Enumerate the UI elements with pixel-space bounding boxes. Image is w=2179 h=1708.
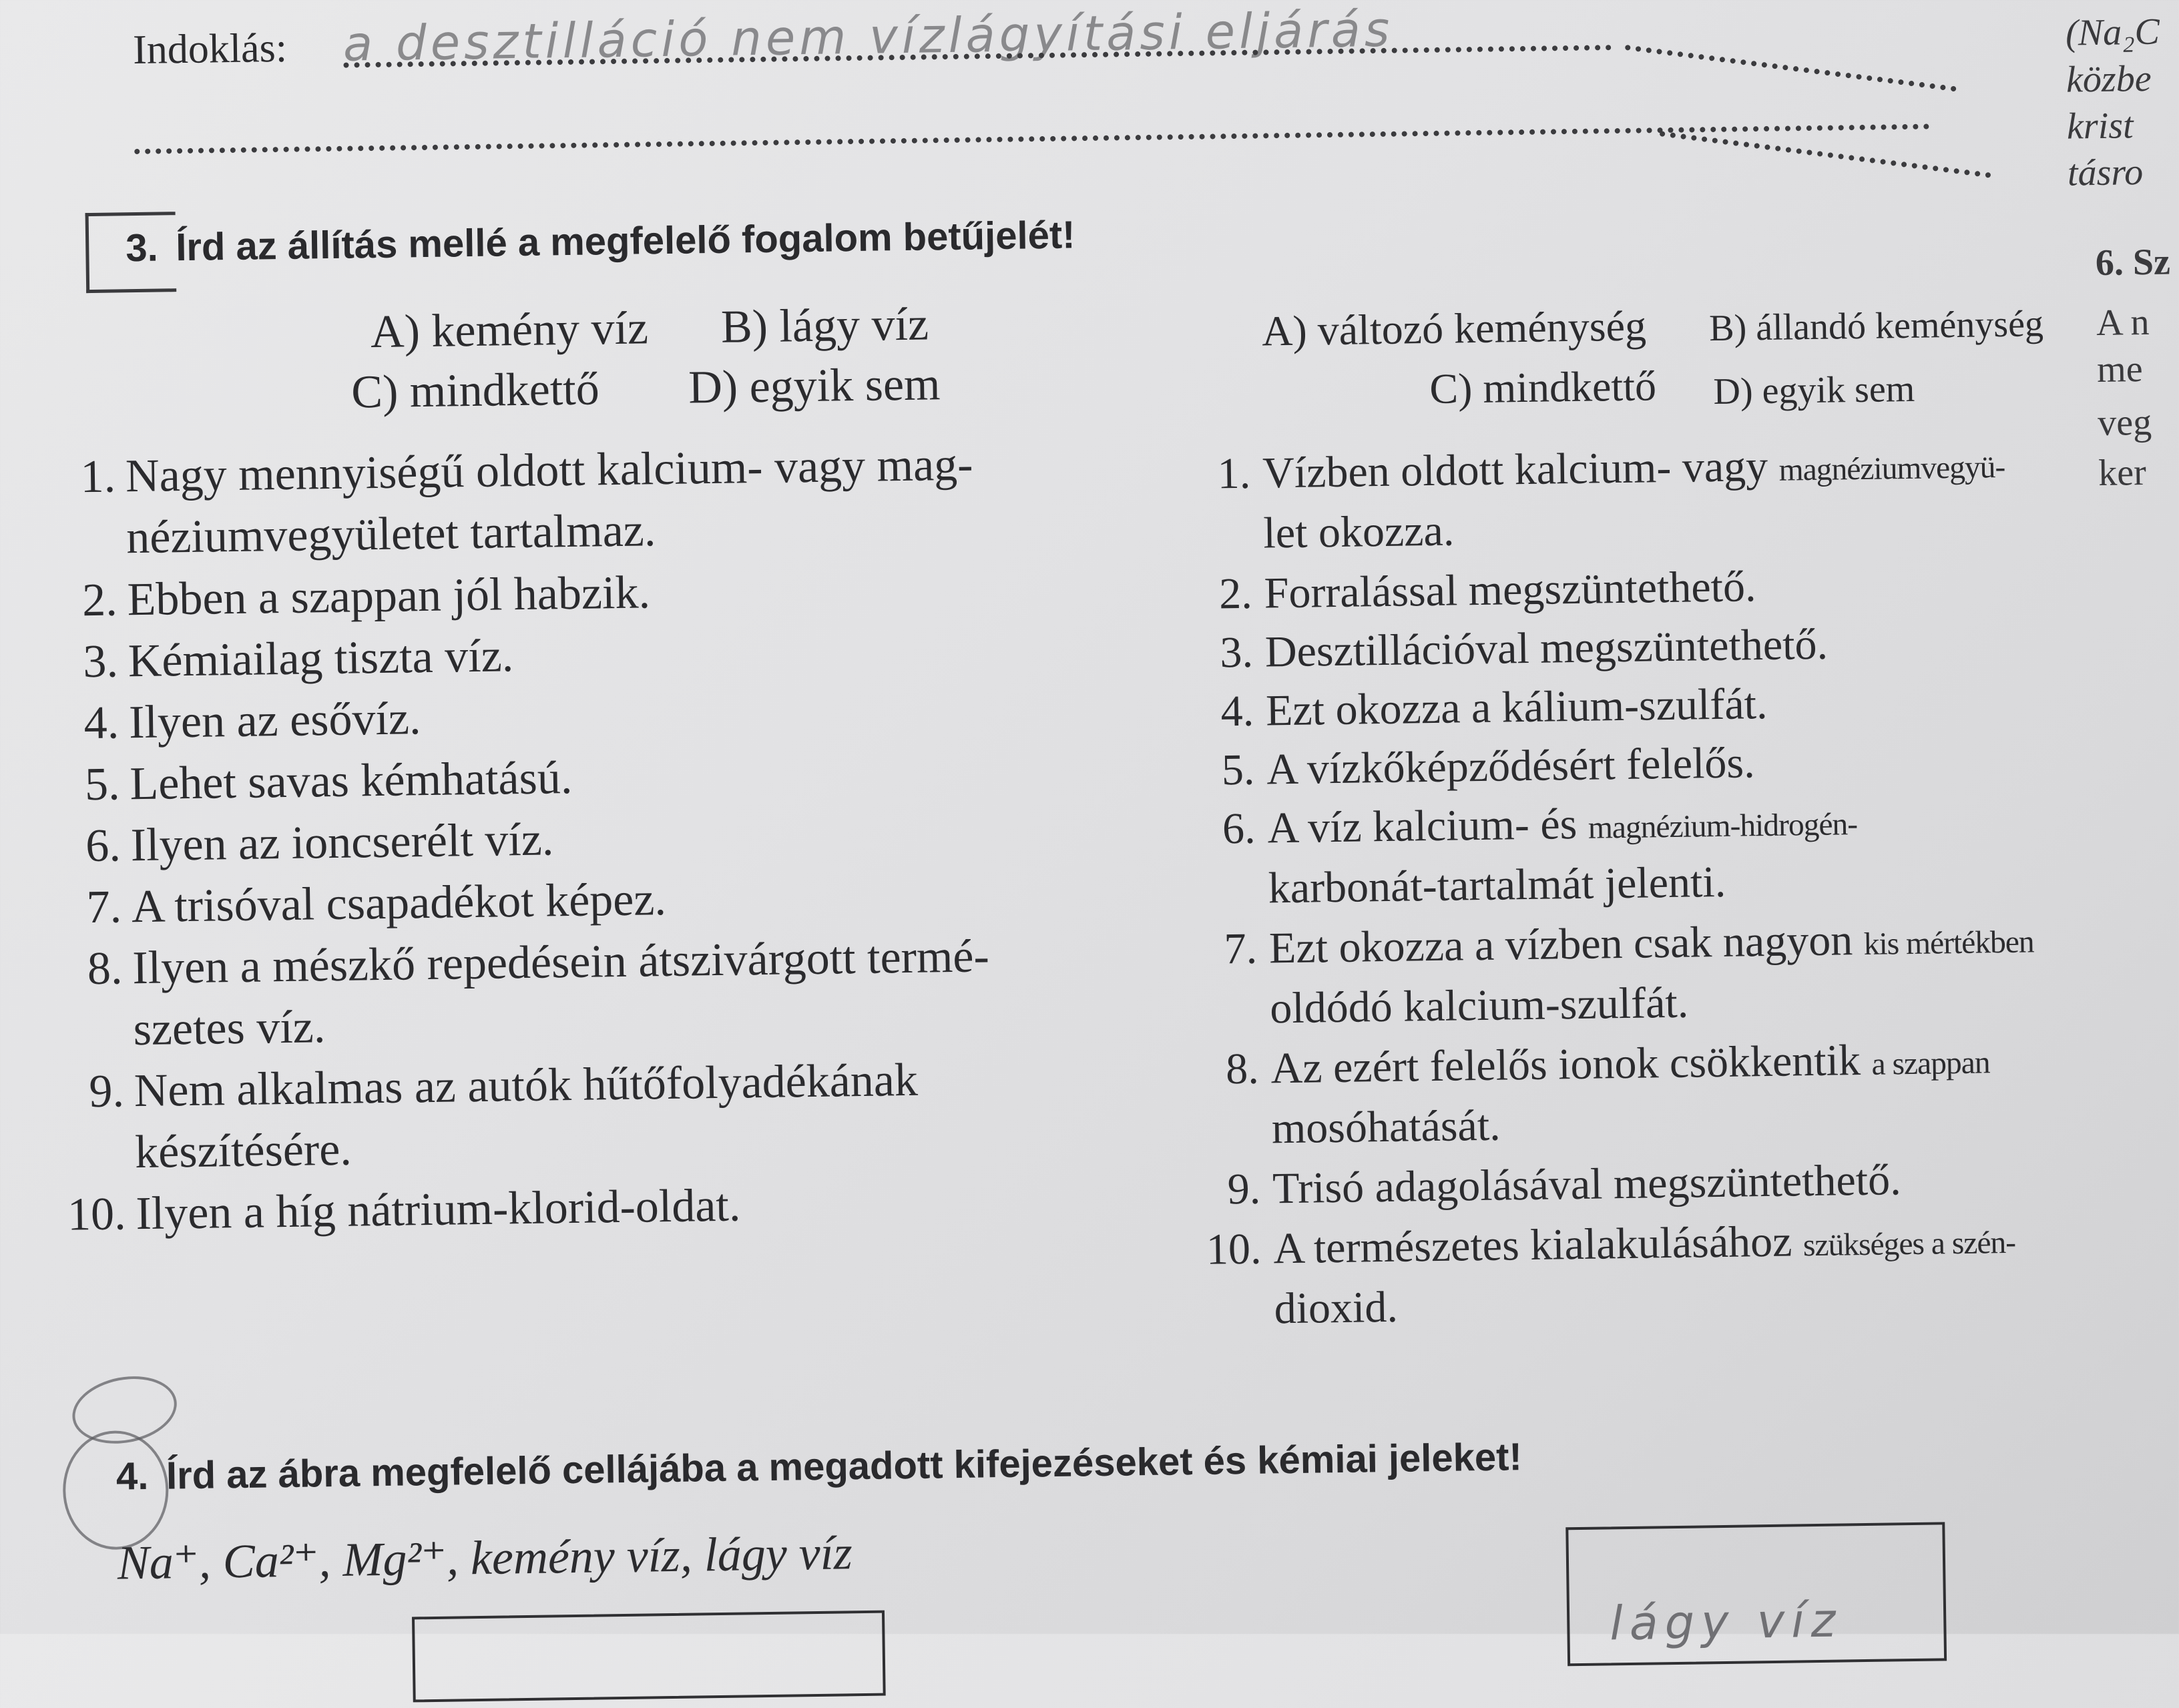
item-text-squeezed: a szappan [1871, 1045, 1990, 1082]
item-text-main: Az ezért felelős ionok csökkentik [1270, 1035, 1872, 1093]
item-text [1273, 1209, 2016, 1284]
item-text-cont: let okozza. [1262, 506, 1455, 558]
item-text: Ilyen a mészkő repedésein átszivárgott termé- [132, 930, 990, 994]
item-number: 9. [88, 1065, 125, 1118]
item-text-squeezed: kis mértékben [1863, 924, 2034, 962]
margin-line: közbe [2066, 57, 2152, 101]
task3-title: Írd az állítás mellé a megfelelő fogalom betűjelét! [175, 213, 1075, 270]
item-text-main: A természetes kialakulásához [1272, 1217, 1804, 1273]
justification-label: Indoklás: [132, 25, 288, 73]
item-number: 5. [84, 758, 121, 811]
item-text: Ebben a szappan jól habzik. [127, 567, 651, 626]
margin-line: krist [2066, 105, 2134, 148]
item-text-cont: mosóhatását. [1271, 1101, 1501, 1153]
task3-number: 3. [125, 226, 159, 270]
item-number: 2. [1218, 569, 1253, 619]
item-number: 10. [67, 1188, 127, 1241]
task4-title: Írd az ábra megfelelő cellájába a megadott kifejezéseket és kémiai jeleket! [166, 1435, 1523, 1498]
item-number: 10. [1206, 1224, 1262, 1274]
item-text-cont: oldódó kalcium-szulfát. [1269, 978, 1689, 1033]
item-text [1262, 433, 2005, 508]
item-number: 9. [1227, 1164, 1261, 1214]
item-text-main: Ezt okozza a vízben csak nagyon [1268, 915, 1865, 973]
item-text: Lehet savas kémhatású. [129, 752, 573, 810]
item-text-squeezed: szükséges a szén- [1802, 1225, 2016, 1263]
left-option-a: A) kemény víz [370, 302, 649, 358]
task4-number: 4. [115, 1454, 149, 1498]
item-text-cont: szetes víz. [133, 1001, 326, 1056]
item-text-cont: készítésére. [134, 1123, 352, 1179]
item-number: 7. [86, 881, 122, 934]
item-text-main: A víz kalcium- és [1267, 799, 1589, 853]
item-text-squeezed: magnéziumvegyü- [1778, 449, 2005, 488]
handwritten-justification: a desztilláció nem vízlágyítási eljárás [342, 1, 1394, 72]
item-text: Nem alkalmas az autók hűtőfolyadékának [134, 1054, 919, 1117]
handwritten-box-answer: lágy víz [1609, 1593, 1843, 1651]
item-number: 5. [1221, 745, 1255, 795]
item-text-main: Vízben oldott kalcium- vagy [1262, 441, 1780, 498]
answer-line-2-tail [1660, 131, 1991, 178]
item-number: 8. [1225, 1044, 1260, 1094]
item-text: Trisó adagolásával megszüntethető. [1272, 1155, 1902, 1213]
left-option-d: D) egyik sem [688, 358, 941, 414]
item-text [1269, 908, 2035, 982]
right-option-d: D) egyik sem [1713, 368, 1915, 413]
task4-terms: Na⁺, Ca²⁺, Mg²⁺, kemény víz, lágy víz [117, 1526, 853, 1590]
item-text: Forralással megszüntethető. [1264, 562, 1756, 618]
left-option-c: C) mindkettő [350, 363, 600, 418]
margin-line: A n [2096, 301, 2150, 344]
item-number: 1. [80, 451, 116, 503]
item-text: Desztillációval megszüntethető. [1264, 619, 1829, 677]
item-number: 6. [1222, 804, 1256, 854]
diagram-cell[interactable] [412, 1611, 886, 1703]
right-option-c: C) mindkettő [1429, 362, 1657, 412]
item-number: 3. [1219, 627, 1254, 677]
item-text: A trisóval csapadékot képez. [131, 874, 667, 933]
left-option-b: B) lágy víz [720, 298, 929, 353]
item-text-cont: dioxid. [1274, 1282, 1399, 1334]
item-number: 2. [81, 574, 118, 627]
item-number: 4. [1220, 686, 1254, 736]
item-text-squeezed: magnézium-hidrogén- [1588, 807, 1858, 846]
item-text: Ilyen az esővíz. [128, 693, 422, 749]
item-text: A vízkőképződésért felelős. [1266, 738, 1756, 794]
item-text: Ezt okozza a kálium-szulfát. [1265, 679, 1768, 736]
diagram-cell-filled[interactable] [1565, 1522, 1947, 1666]
answer-line-1-tail [1625, 45, 1957, 92]
margin-line: ker [2098, 452, 2147, 495]
item-text [1270, 1029, 1990, 1103]
margin-line: veg [2097, 401, 2152, 445]
right-option-b: B) állandó keménység [1708, 303, 2044, 350]
item-number: 1. [1217, 449, 1251, 499]
item-text-cont: karbonát-tartalmát jelenti. [1268, 857, 1726, 913]
item-number: 6. [85, 820, 122, 872]
item-text-cont: néziumvegyületet tartalmaz. [126, 505, 656, 564]
item-text: Ilyen a híg nátrium-klorid-oldat. [135, 1179, 741, 1240]
item-text: Nagy mennyiségű oldott kalcium- vagy mag- [125, 439, 973, 503]
item-text: Kémiailag tiszta víz. [128, 630, 514, 687]
item-number: 7. [1224, 924, 1258, 974]
pencil-circle-task4 [62, 1430, 169, 1550]
right-option-a: A) változó keménység [1261, 302, 1647, 355]
item-number: 4. [83, 697, 119, 750]
item-text: Ilyen az ioncserélt víz. [130, 814, 554, 872]
margin-line: me [2096, 348, 2143, 391]
margin-line: tásro [2067, 152, 2144, 194]
item-text [1267, 790, 1858, 862]
item-number: 8. [87, 942, 123, 995]
margin-heading: 6. Sz [2095, 241, 2171, 284]
margin-line: (Na₂C [2065, 11, 2160, 54]
answer-line-2 [134, 123, 1930, 154]
item-number: 3. [82, 635, 119, 688]
